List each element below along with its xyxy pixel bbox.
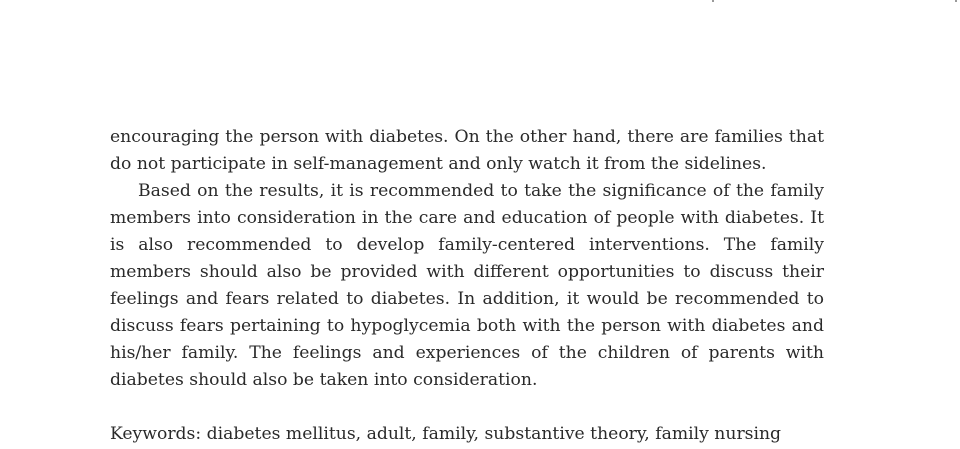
keywords-line: Keywords: diabetes mellitus, adult, family, substantive theory, family nursing xyxy=(110,424,782,444)
page-corner-mark xyxy=(712,0,714,2)
page-corner-mark xyxy=(955,0,957,2)
body-text xyxy=(110,124,824,394)
paragraph-continued: encouraging the person with diabetes. On the other hand, there are families that do not participate in self-management and only watch it from the sidelines. xyxy=(110,127,824,174)
paragraph-recommendations: Based on the results, it is recommended to take the significance of the family members into consideration in the care and education of people with diabetes. It is also recommended to develop family-centered interventions. The family members should also be provided with different opportunities to discuss their feelings and fears related to diabetes. In addition, it would be recommended to discuss fears pertaining to hypoglycemia both with the person with diabetes and his/her family. The feelings and experiences of the children of parents with diabetes should also be taken into consideration. xyxy=(110,181,824,390)
